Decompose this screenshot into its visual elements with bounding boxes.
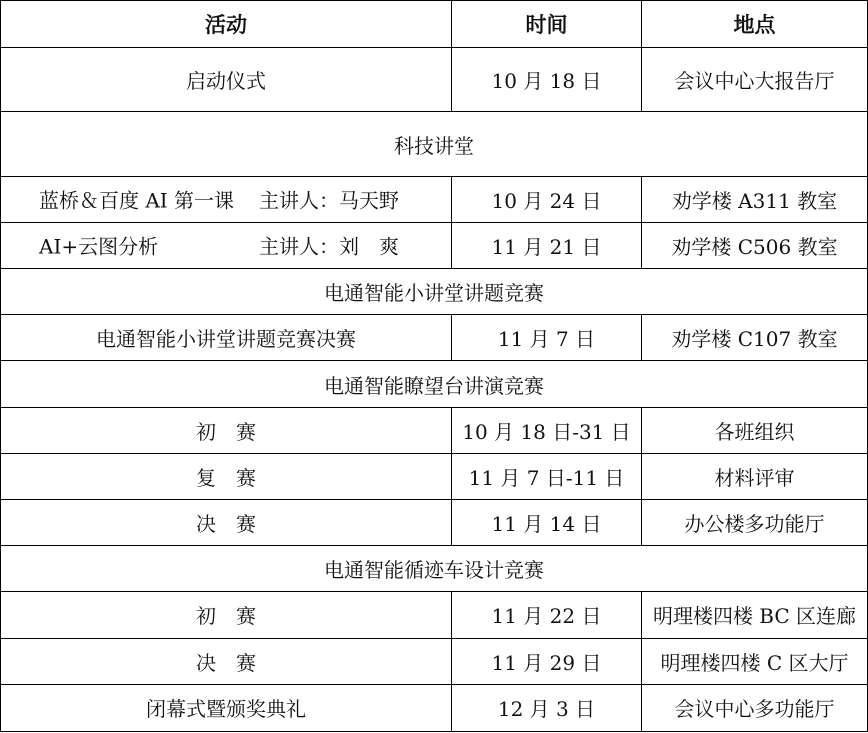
- time-cell: 11 月 22 日: [452, 592, 642, 638]
- activity-cell: 启动仪式: [1, 48, 452, 112]
- table-row: [1, 453, 868, 499]
- section-row: [1, 546, 868, 592]
- section-row: [1, 112, 868, 176]
- lecture-speaker: 主讲人：刘 爽: [259, 234, 399, 259]
- section-row: [1, 361, 868, 407]
- table-row: [1, 407, 868, 453]
- activity-cell: 决 赛: [1, 500, 452, 546]
- activity-cell: 复 赛: [1, 453, 452, 499]
- time-cell: 10 月 18 日-31 日: [452, 407, 642, 453]
- time-cell: 11 月 7 日-11 日: [452, 453, 642, 499]
- table-row: [1, 500, 868, 546]
- activity-cell: 闭幕式暨颁奖典礼: [1, 684, 452, 731]
- activity-cell: 决 赛: [1, 638, 452, 684]
- header-location: 地点: [642, 1, 868, 48]
- section-title: 电通智能小讲堂讲题竞赛: [1, 269, 868, 315]
- lecture-title: 蓝桥＆百度 AI 第一课: [39, 188, 235, 213]
- time-cell: 11 月 29 日: [452, 638, 642, 684]
- header-time: 时间: [452, 1, 642, 48]
- location-cell: 明理楼四楼 BC 区连廊: [642, 592, 868, 638]
- time-cell: 10 月 18 日: [452, 48, 642, 112]
- lecture-speaker: 主讲人：马天野: [259, 188, 399, 213]
- time-cell: 11 月 7 日: [452, 315, 642, 361]
- location-cell: 明理楼四楼 C 区大厅: [642, 638, 868, 684]
- location-cell: 劝学楼 C107 教室: [642, 315, 868, 361]
- table-row: [1, 592, 868, 638]
- activity-cell: 初 赛: [1, 407, 452, 453]
- table-row: [1, 684, 868, 731]
- table-row: [1, 48, 868, 112]
- table-row: [1, 176, 868, 222]
- section-title: 电通智能瞭望台讲演竞赛: [1, 361, 868, 407]
- table-row: [1, 315, 868, 361]
- time-cell: 11 月 14 日: [452, 500, 642, 546]
- table-row: [1, 222, 868, 268]
- section-title: 电通智能循迹车设计竞赛: [1, 546, 868, 592]
- location-cell: 会议中心大报告厅: [642, 48, 868, 112]
- section-title: 科技讲堂: [1, 112, 868, 176]
- lecture-title: AI+云图分析: [39, 234, 159, 259]
- activity-cell: 电通智能小讲堂讲题竞赛决赛: [1, 315, 452, 361]
- header-row: [1, 1, 868, 48]
- section-row: [1, 269, 868, 315]
- location-cell: 各班组织: [642, 407, 868, 453]
- activity-cell: [1, 176, 452, 222]
- time-cell: 11 月 21 日: [452, 222, 642, 268]
- table-row: [1, 638, 868, 684]
- location-cell: 材料评审: [642, 453, 868, 499]
- location-cell: 劝学楼 A311 教室: [642, 176, 868, 222]
- activity-cell: [1, 222, 452, 268]
- header-activity: 活动: [1, 1, 452, 48]
- location-cell: 会议中心多功能厅: [642, 684, 868, 731]
- time-cell: 12 月 3 日: [452, 684, 642, 731]
- time-cell: 10 月 24 日: [452, 176, 642, 222]
- location-cell: 办公楼多功能厅: [642, 500, 868, 546]
- activity-cell: 初 赛: [1, 592, 452, 638]
- location-cell: 劝学楼 C506 教室: [642, 222, 868, 268]
